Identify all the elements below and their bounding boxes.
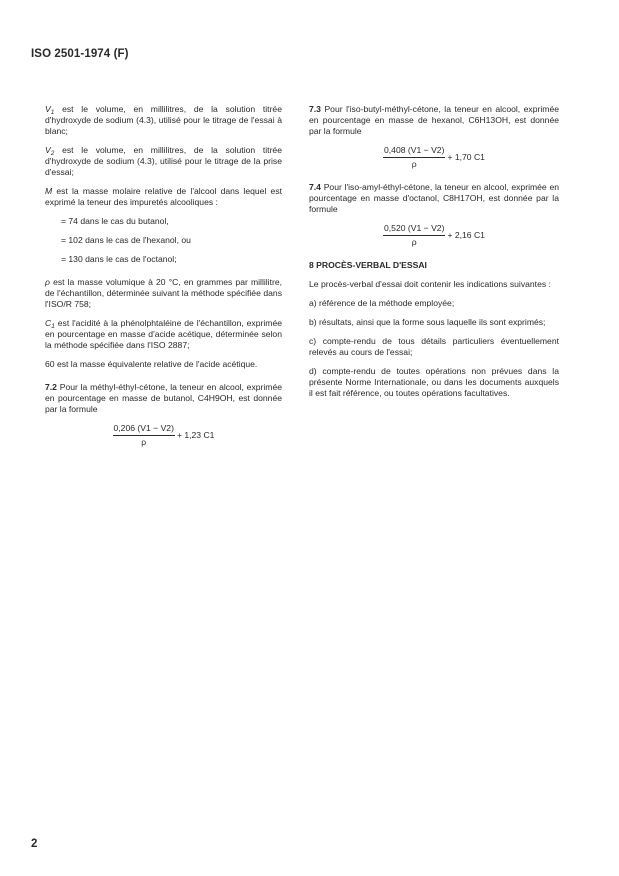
formula-7-3-remainder: + 1,70 C1 xyxy=(447,152,485,162)
document-header: ISO 2501-1974 (F) xyxy=(31,48,129,60)
right-column xyxy=(309,104,559,407)
section-8-title: 8 PROCÈS-VERBAL D'ESSAI xyxy=(309,260,427,270)
formula-7-2-remainder: + 1,23 C1 xyxy=(176,430,215,440)
symbol-m: M xyxy=(45,186,53,196)
formula-7-4-remainder: + 2,16 C1 xyxy=(447,230,485,240)
definition-v2-text: est le volume, en millilitres, de la solution titrée d'hydroxyde de sodium (4.3), utilisé pour le titrage de la prise d'essai; xyxy=(45,145,282,177)
formula-7-3 xyxy=(309,145,559,170)
definition-m xyxy=(45,186,282,208)
definition-c1-text: est l'acidité à la phénolphtaléine de l'échantillon, exprimée en pourcentage en masse d'acide acétique, déterminée selon la méthode spécifiée dans l'ISO 2887; xyxy=(45,318,283,350)
section-7-4-number: 7.4 xyxy=(309,182,321,192)
left-column xyxy=(45,104,282,460)
definition-60-text: est la masse équivalente relative de l'acide acétique. xyxy=(56,359,258,369)
symbol-v1: $V_1$ xyxy=(45,104,55,116)
section-7-4-text: Pour l'iso-amyl-éthyl-cétone, la teneur en alcool, exprimée en pourcentage en masse d'octanol, C8H17OH, est donnée par la formule xyxy=(309,182,559,214)
section-7-3-number: 7.3 xyxy=(309,104,321,114)
definition-60 xyxy=(45,359,282,370)
formula-7-2-fraction xyxy=(113,423,175,448)
definition-m-text: est la masse molaire relative de l'alcool dans lequel est exprimé la teneur des impuretés alcooliques : xyxy=(45,186,283,207)
section-8-intro: Le procès-verbal d'essai doit contenir les indications suivantes : xyxy=(309,279,551,289)
section-7-2-text: Pour la méthyl-éthyl-cétone, la teneur en alcool, exprimée en pourcentage en masse de butanol, C4H9OH, est donnée par la formule xyxy=(45,382,283,414)
formula-7-4-denominator: ρ xyxy=(411,237,417,247)
formula-7-3-numerator: 0,408 (V1 − V2) xyxy=(383,145,445,158)
section-7-4 xyxy=(309,182,559,215)
definition-v1 xyxy=(45,104,282,137)
report-item-c: c) compte-rendu de tous détails particuliers éventuellement relevés au cours de l'essai; xyxy=(309,336,559,357)
report-item-b: b) résultats, ainsi que la forme sous laquelle ils sont exprimés; xyxy=(309,317,546,327)
definition-v2 xyxy=(45,145,282,178)
section-7-3 xyxy=(309,104,559,137)
symbol-rho: ρ xyxy=(45,277,50,287)
m-value-hexanol: = 102 dans le cas de l'hexanol, ou xyxy=(61,235,191,245)
definition-rho xyxy=(45,277,282,310)
formula-7-4-fraction xyxy=(383,223,445,248)
symbol-v2: $V_2$ xyxy=(45,145,55,157)
formula-7-4-numerator: 0,520 (V1 − V2) xyxy=(383,223,445,236)
m-value-butanol: = 74 dans le cas du butanol, xyxy=(61,216,169,226)
section-7-2-number: 7.2 xyxy=(45,382,57,392)
report-item-d: d) compte-rendu de toutes opérations non prévues dans la présente Norme Internationale, ou dans les documents auxquels il est fait référence, ou toutes opérations facultatives. xyxy=(309,366,559,398)
page-number: 2 xyxy=(31,838,38,850)
section-7-3-text: Pour l'iso-butyl-méthyl-cétone, la teneur en alcool, exprimée en pourcentage en masse de hexanol, C6H13OH, est donnée par la formule xyxy=(309,104,559,136)
formula-7-2-denominator: ρ xyxy=(141,437,147,447)
symbol-c1: $C_1$ xyxy=(45,318,55,330)
report-item-a: a) référence de la méthode employée; xyxy=(309,298,455,308)
section-7-2 xyxy=(45,382,282,415)
definition-c1 xyxy=(45,318,282,351)
formula-7-3-fraction xyxy=(383,145,445,170)
formula-7-2 xyxy=(45,423,282,448)
definition-rho-text: est la masse volumique à 20 °C, en grammes par millilitre, de l'échantillon, déterminée suivant la méthode spécifiée dans l'ISO/R 758; xyxy=(45,277,282,309)
formula-7-4 xyxy=(309,223,559,248)
formula-7-2-numerator: 0,206 (V1 − V2) xyxy=(113,423,175,436)
formula-7-3-denominator: ρ xyxy=(411,159,417,169)
m-value-octanol: = 130 dans le cas de l'octanol; xyxy=(61,254,177,264)
definition-v1-text: est le volume, en millilitres, de la solution titrée d'hydroxyde de sodium (4.3), utilisé pour le titrage de l'essai à blanc; xyxy=(45,104,282,136)
symbol-60: 60 xyxy=(45,359,55,369)
